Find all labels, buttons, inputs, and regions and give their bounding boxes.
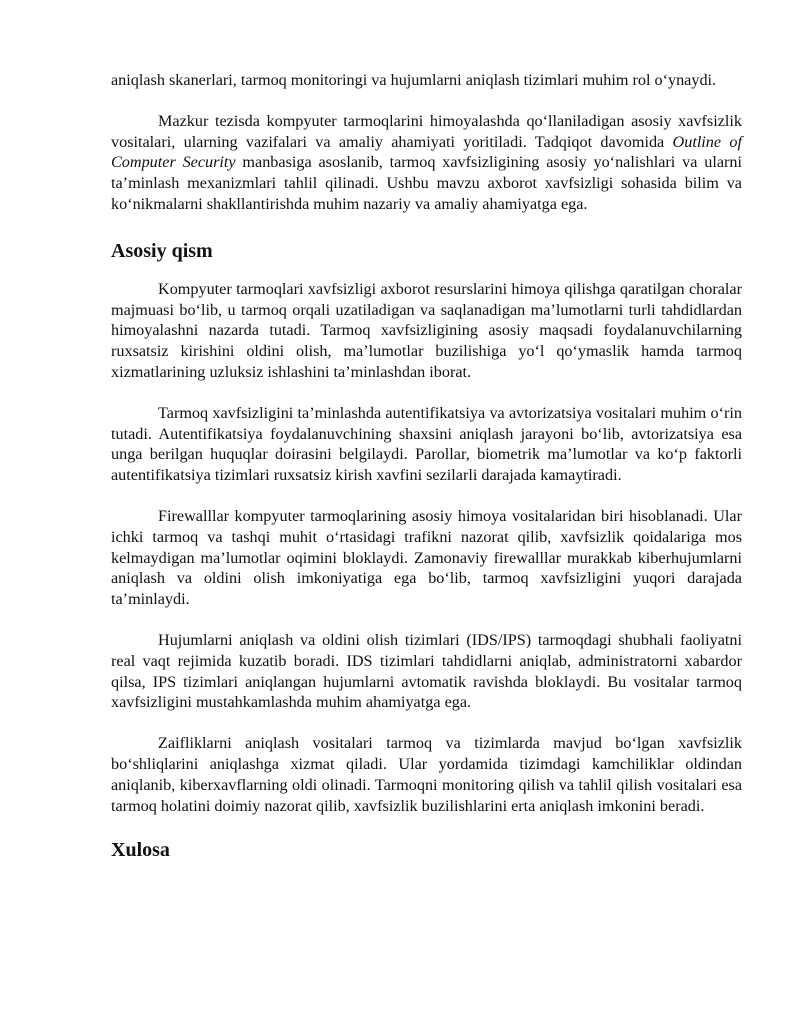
intro-continuation-paragraph: aniqlash skanerlari, tarmoq monitoringi va hujumlarni aniqlash tizimlari muhim rol o‘ynaydi.: [111, 71, 717, 89]
document-page: [111, 70, 742, 862]
intro-paragraph: [111, 111, 742, 215]
main-paragraph-3: Firewalllar kompyuter tarmoqlarining asosiy himoya vositalaridan biri hisoblanadi. Ular ichki tarmoq va tashqi muhit o‘rtasidagi trafikni nazorat qilib, xavfsizlik qoidalariga mos kelmaydigan ma’lumotlar oqimini bloklaydi. Zamonaviy firewalllar murakkab kiberhujumlarni aniqlash va oldini olish imkoniyatiga ega bo‘lib, tarmoq xavfsizligini yuqori darajada ta’minlaydi.: [111, 506, 742, 609]
section-heading-main: Asosiy qism: [111, 239, 213, 262]
main-paragraph-1: Kompyuter tarmoqlari xavfsizligi axborot resurslarini himoya qilishga qaratilgan choralar majmuasi bo‘lib, u tarmoq orqali uzatiladigan va saqlanadigan ma’lumotlarni turli tahdidlardan himoyalashni nazarda tutadi. Tarmoq xavfsizligining asosiy maqsadi foydalanuvchilarning ruxsatsiz kirishini oldini olish, ma’lumotlar buzilishiga yo‘l qo‘ymaslik hamda tarmoq xizmatlarining uzluksiz ishlashini ta’minlashdan iborat.: [111, 279, 742, 381]
source-title: Outline of Computer Security: [111, 132, 742, 172]
main-paragraph-4: Hujumlarni aniqlash va oldini olish tizimlari (IDS/IPS) tarmoqdagi shubhali faoliyatni real vaqt rejimida kuzatib boradi. IDS tizimlari tahdidlarni aniqlab, administratorni xabardor qilsa, IPS tizimlari aniqlangan hujumlarni avtomatik ravishda bloklaydi. Bu vositalar tarmoq xavfsizligini mustahkamlashda muhim ahamiyatga ega.: [111, 630, 742, 712]
intro-text-after: manbasiga asoslanib, tarmoq xavfsizligining asosiy yo‘nalishlari va ularni ta’minlash mexanizmlari tahlil qilinadi. Ushbu mavzu axborot xavfsizligi sohasida bilim va ko‘nikmalarni shakllantirishda muhim nazariy va amaliy ahamiyatga ega.: [111, 153, 742, 213]
main-paragraph-5: Zaifliklarni aniqlash vositalari tarmoq va tizimlarda mavjud bo‘lgan xavfsizlik bo‘shliqlarini aniqlashga xizmat qiladi. Ular yordamida tizimdagi kamchiliklar oldindan aniqlanib, kiberxavflarning oldi olinadi. Tarmoqni monitoring qilish va tahlil qilish vositalari esa tarmoq holatini doimiy nazorat qilib, xavfsizlik buzilishlarini erta aniqlash imkonini beradi.: [111, 734, 742, 815]
intro-text-before: Mazkur tezisda kompyuter tarmoqlarini himoyalashda qo‘llaniladigan asosiy xavfsizlik vositalari, ularning vazifalari va amaliy ahamiyati yoritiladi. Tadqiqot davomida: [111, 111, 742, 151]
main-paragraph-2: Tarmoq xavfsizligini ta’minlashda autentifikatsiya va avtorizatsiya vositalari muhim o‘rin tutadi. Autentifikatsiya foydalanuvchining shaxsini aniqlash jarayoni bo‘lib, avtorizatsiya esa unga berilgan huquqlar doirasini belgilaydi. Parollar, biometrik ma’lumotlar va ko‘p faktorli autentifikatsiya tizimlari ruxsatsiz kirish xavfini sezilarli darajada kamaytiradi.: [111, 403, 742, 485]
section-heading-conclusion: Xulosa: [111, 839, 170, 862]
